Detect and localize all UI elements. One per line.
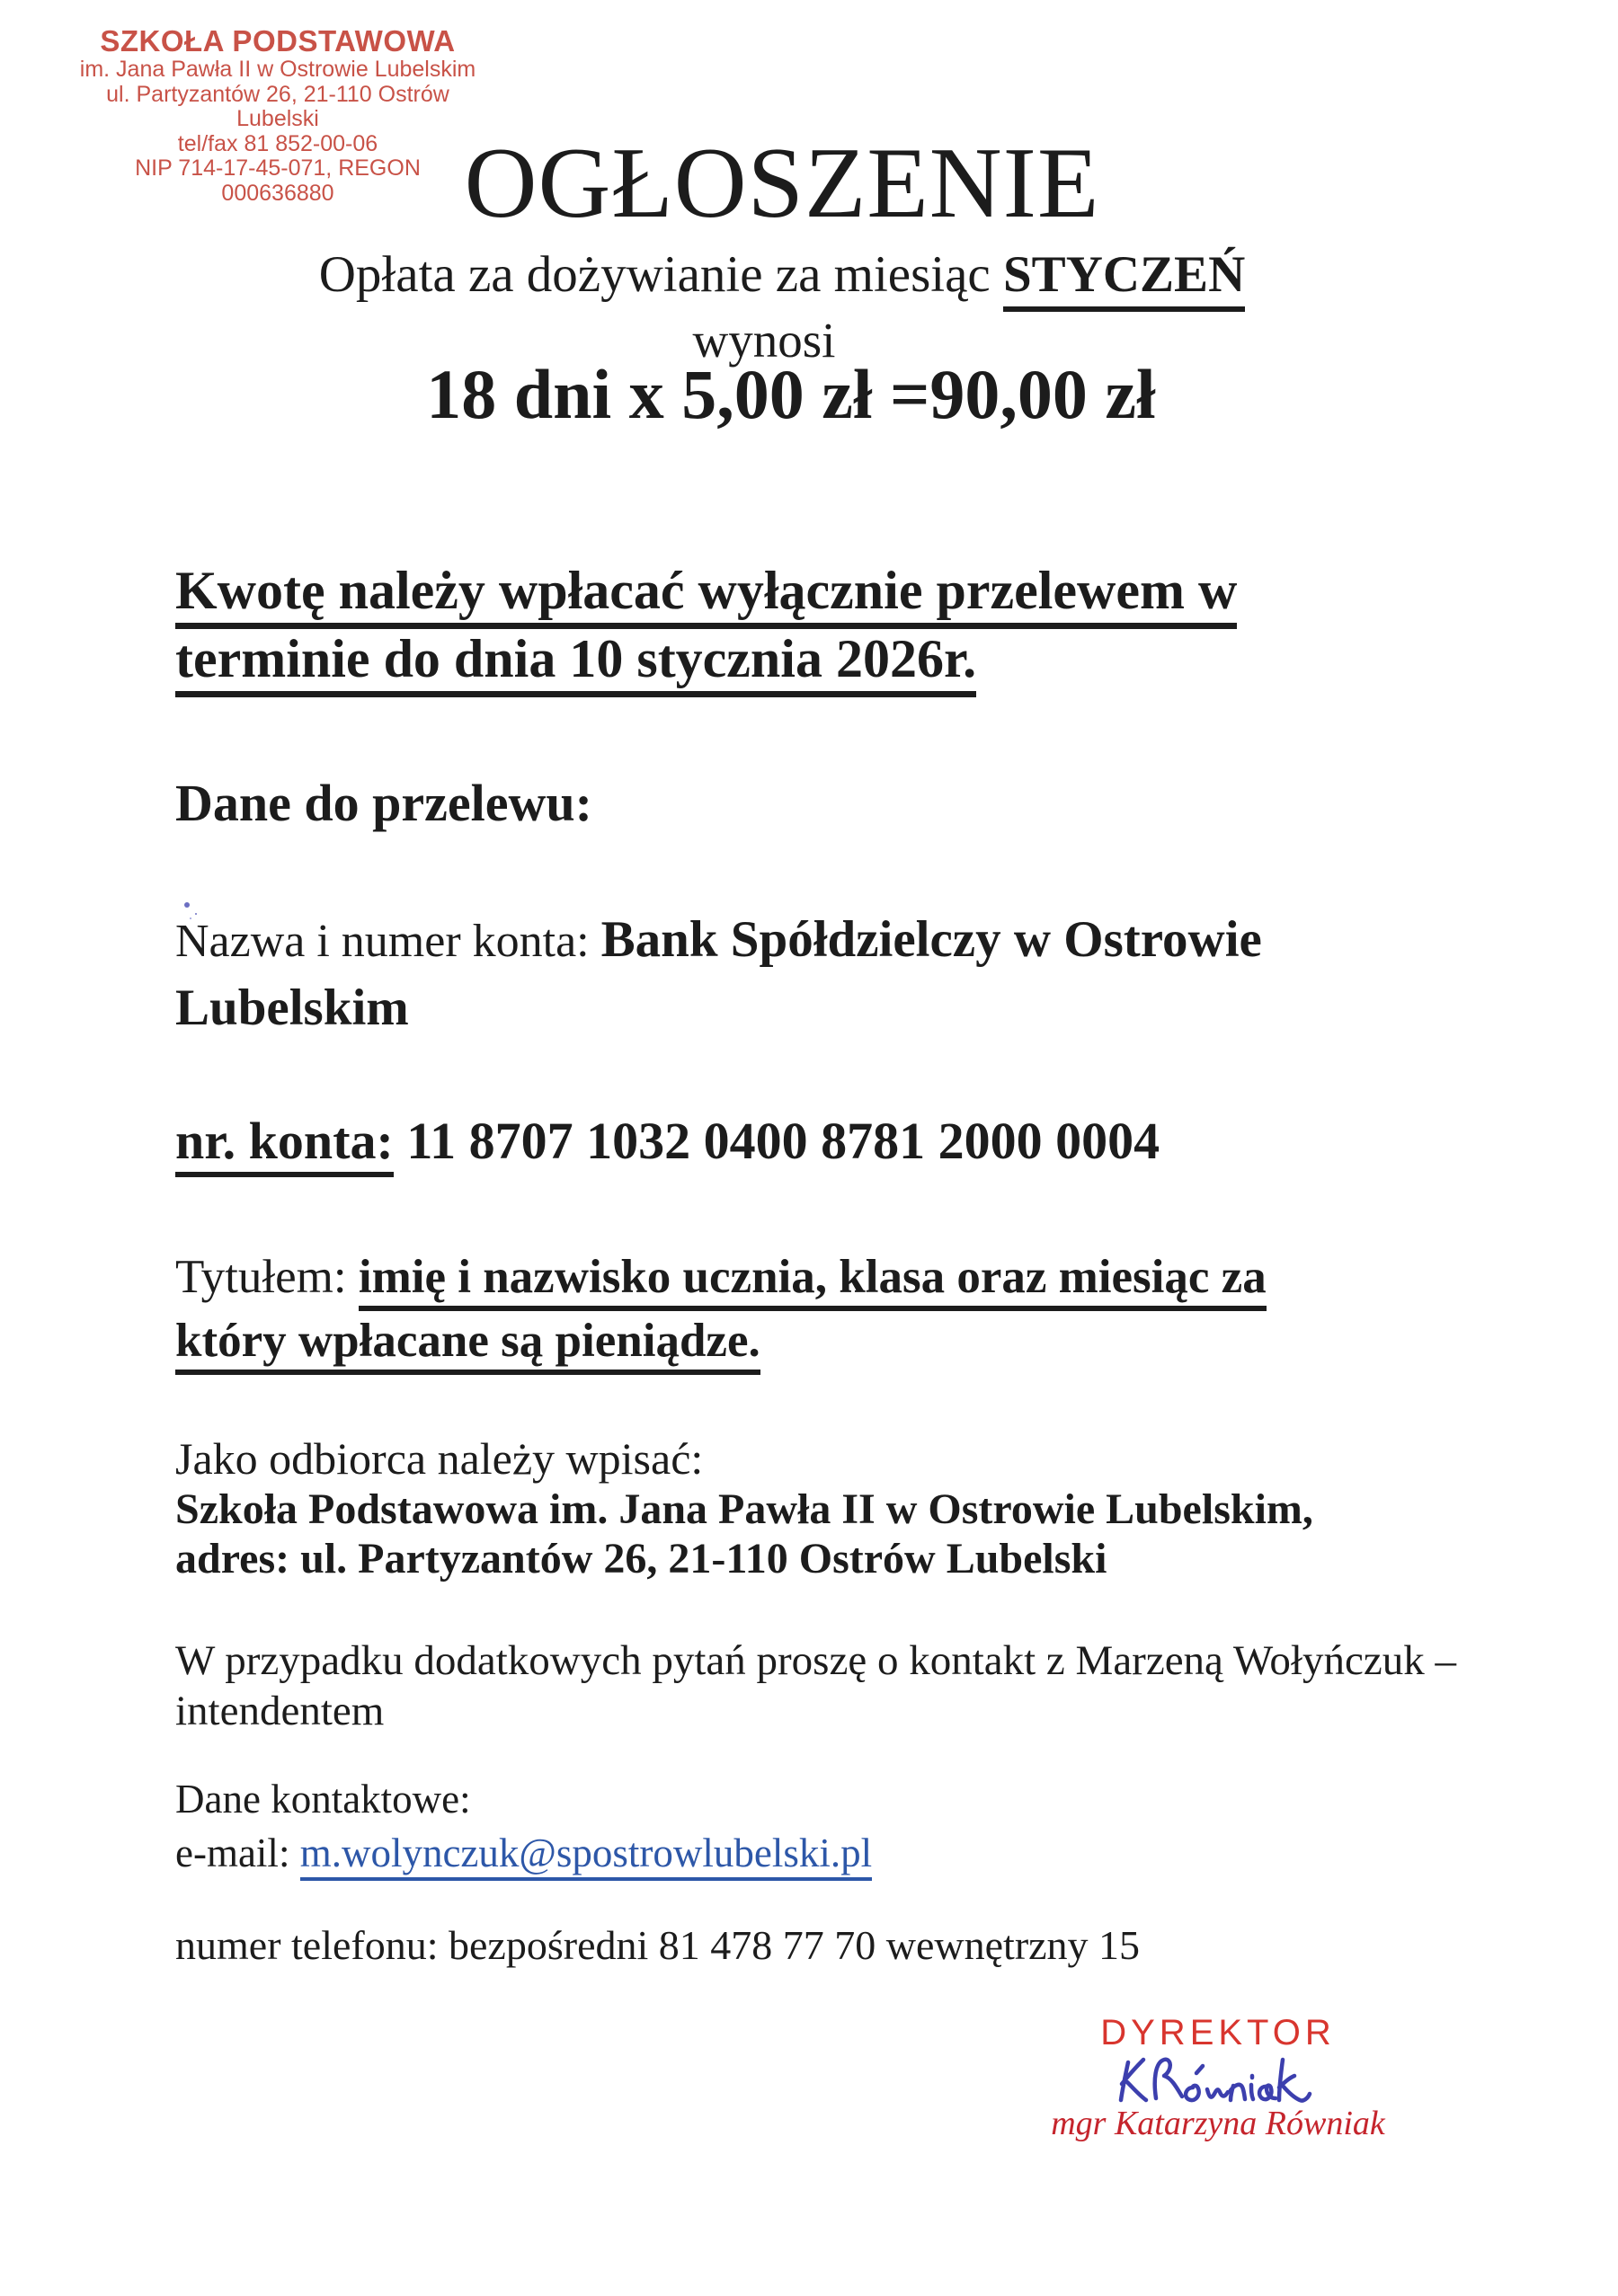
phone-line: numer telefonu: bezpośredni 81 478 77 70 wewnętrzny 15 (175, 1922, 1141, 1968)
stamp-nip-regon-line: NIP 714-17-45-071, REGON 000636880 (135, 155, 421, 206)
transfer-title-value-line1: imię i nazwisko ucznia, klasa oraz miesiąc za (359, 1251, 1267, 1311)
recipient-details (175, 1485, 1313, 1583)
account-name-label: Nazwa i numer konta: (175, 916, 601, 967)
stamp-address-line: ul. Partyzantów 26, 21-110 Ostrów Lubelski (106, 81, 449, 132)
recipient-name: Szkoła Podstawowa im. Jana Pawła II w Ostrowie Lubelskim, (175, 1485, 1313, 1533)
account-number-label: nr. konta: (175, 1112, 394, 1177)
page-title: OGŁOSZENIE (464, 128, 1100, 239)
ink-speck (184, 902, 190, 908)
fee-subtitle-prefix: Opłata za dożywianie za miesiąc (318, 246, 1003, 303)
payment-deadline-notice (175, 557, 1237, 693)
email-label: e-mail: (175, 1831, 300, 1875)
fee-subtitle (0, 245, 1564, 304)
director-role-stamp: DYREKTOR (1100, 2013, 1336, 2052)
transfer-details-header: Dane do przelewu: (175, 774, 592, 832)
account-name-line (175, 906, 1262, 1043)
contact-data-header: Dane kontaktowe: (175, 1777, 471, 1822)
payment-deadline-line1: Kwotę należy wpłacać wyłącznie przelewem w (175, 561, 1237, 629)
account-number-line (175, 1111, 1160, 1171)
contact-note (175, 1636, 1456, 1737)
transfer-title-value-line2: który wpłacane są pieniądze. (175, 1315, 760, 1375)
signature-block (1029, 2013, 1407, 2143)
stamp-school-name: SZKOŁA PODSTAWOWA (100, 24, 456, 58)
stamp-patron-line: im. Jana Pawła II w Ostrowie Lubelskim (79, 57, 476, 83)
account-number-value: 11 8707 1032 0400 8781 2000 0004 (393, 1112, 1160, 1170)
contact-note-line2: intendentem (175, 1688, 385, 1735)
amount-line: 18 dni x 5,00 zł =90,00 zł (426, 355, 1156, 433)
signature-ink (1114, 2050, 1322, 2111)
bank-name-line1: Bank Spółdzielczy w Ostrowie (600, 911, 1262, 968)
contact-note-line1: W przypadku dodatkowych pytań proszę o kontakt z Marzeną Wołyńczuk – (175, 1637, 1456, 1684)
email-line (175, 1830, 872, 1876)
wynosi-label: wynosi (692, 313, 836, 368)
stamp-phone-line: tel/fax 81 852-00-06 (177, 130, 378, 156)
recipient-address: adres: ul. Partyzantów 26, 21-110 Ostrów Lubelski (175, 1534, 1107, 1582)
transfer-title-line (175, 1246, 1267, 1373)
transfer-title-label: Tytułem: (175, 1251, 359, 1303)
email-link[interactable]: m.wolynczuk@spostrowlubelski.pl (300, 1831, 872, 1881)
payment-deadline-line2: terminie do dnia 10 stycznia 2026r. (175, 629, 976, 697)
director-name: mgr Katarzyna Równiak (1051, 2105, 1385, 2142)
fee-month: STYCZEŃ (1003, 246, 1245, 312)
recipient-intro: Jako odbiorca należy wpisać: (175, 1433, 704, 1484)
bank-name-line2: Lubelskim (175, 980, 409, 1037)
